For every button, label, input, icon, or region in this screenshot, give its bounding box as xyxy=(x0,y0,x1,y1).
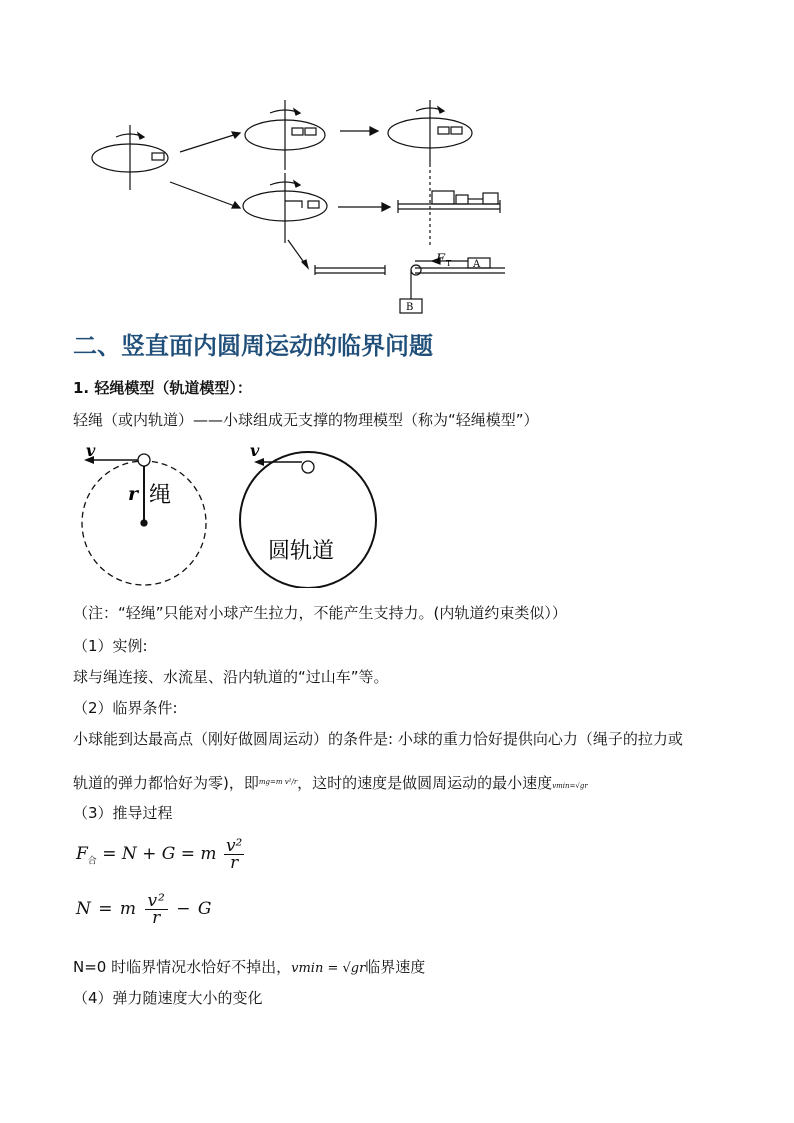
n0-formula: vmin = √gr xyxy=(291,961,366,976)
eq2-fraction xyxy=(145,893,167,926)
formula-mg: mg=m v²/r xyxy=(258,778,298,786)
item2-line1: 小球能到达最高点（刚好做圆周运动）的条件是: 小球的重力恰好提供向心力（绳子的拉力或 xyxy=(73,730,683,748)
subsection-title: 1. 轻绳模型（轨道模型）： xyxy=(73,379,252,397)
eq1-mid: = N + G = m xyxy=(96,844,217,864)
v-label-right: v xyxy=(250,441,260,460)
eq2-den: r xyxy=(152,908,162,928)
section-title: 二、竖直面内圆周运动的临界问题 xyxy=(73,332,433,360)
turntable-flow-figure xyxy=(80,95,520,320)
item2-line2-a: 轨道的弹力都恰好为零)，即 xyxy=(73,774,259,792)
equation-normal xyxy=(76,893,213,926)
label-FT: F xyxy=(436,252,446,267)
eq2-tail: − G xyxy=(176,899,213,919)
eq1-fraction xyxy=(224,838,244,871)
ball-left xyxy=(138,454,150,466)
formula-vmin-small: vmin=√gr xyxy=(552,782,588,790)
n0-text-b: 临界速度 xyxy=(365,958,426,976)
block-left xyxy=(152,153,164,160)
item4-label: （4）弹力随速度大小的变化 xyxy=(73,989,263,1007)
item3-label: （3）推导过程 xyxy=(73,804,173,822)
rope-label: 绳 xyxy=(149,483,172,508)
ball-right xyxy=(302,461,314,473)
label-A: A xyxy=(473,259,481,270)
rope-center xyxy=(141,520,147,526)
intro-text: 轻绳（或内轨道）——小球组成无支撑的物理模型（称为“轻绳模型”） xyxy=(73,411,539,429)
eq1-num: v² xyxy=(225,836,243,856)
item2-line2 xyxy=(73,772,588,796)
eq1-den: r xyxy=(230,853,239,873)
eq1-lhs-sub: 合 xyxy=(87,856,97,867)
eq2-lhs: N = m xyxy=(76,899,138,919)
eq1-lhs: F xyxy=(76,844,88,864)
note-text: （注：“轻绳”只能对小球产生拉力，不能产生支持力。(内轨道约束类似）） xyxy=(73,604,567,622)
eq2-num: v² xyxy=(147,891,166,911)
item1-label: （1）实例: xyxy=(73,637,148,655)
n0-line xyxy=(73,957,425,979)
rope-track-figure xyxy=(70,438,390,588)
equation-force xyxy=(76,838,246,871)
label-B: B xyxy=(406,302,414,313)
n0-text-a: N=0 时临界情况水恰好不掉出， xyxy=(73,958,292,976)
item1-text: 球与绳连接、水流星、沿内轨道的“过山车”等。 xyxy=(73,668,389,686)
track-label: 圆轨道 xyxy=(268,539,335,564)
item2-label: （2）临界条件: xyxy=(73,699,178,717)
label-FT-sub: T xyxy=(446,259,452,268)
r-label: r xyxy=(128,483,139,505)
v-label-left: v xyxy=(86,441,96,460)
item2-line2-b: ，这时的速度是做圆周运动的最小速度 xyxy=(297,774,553,792)
